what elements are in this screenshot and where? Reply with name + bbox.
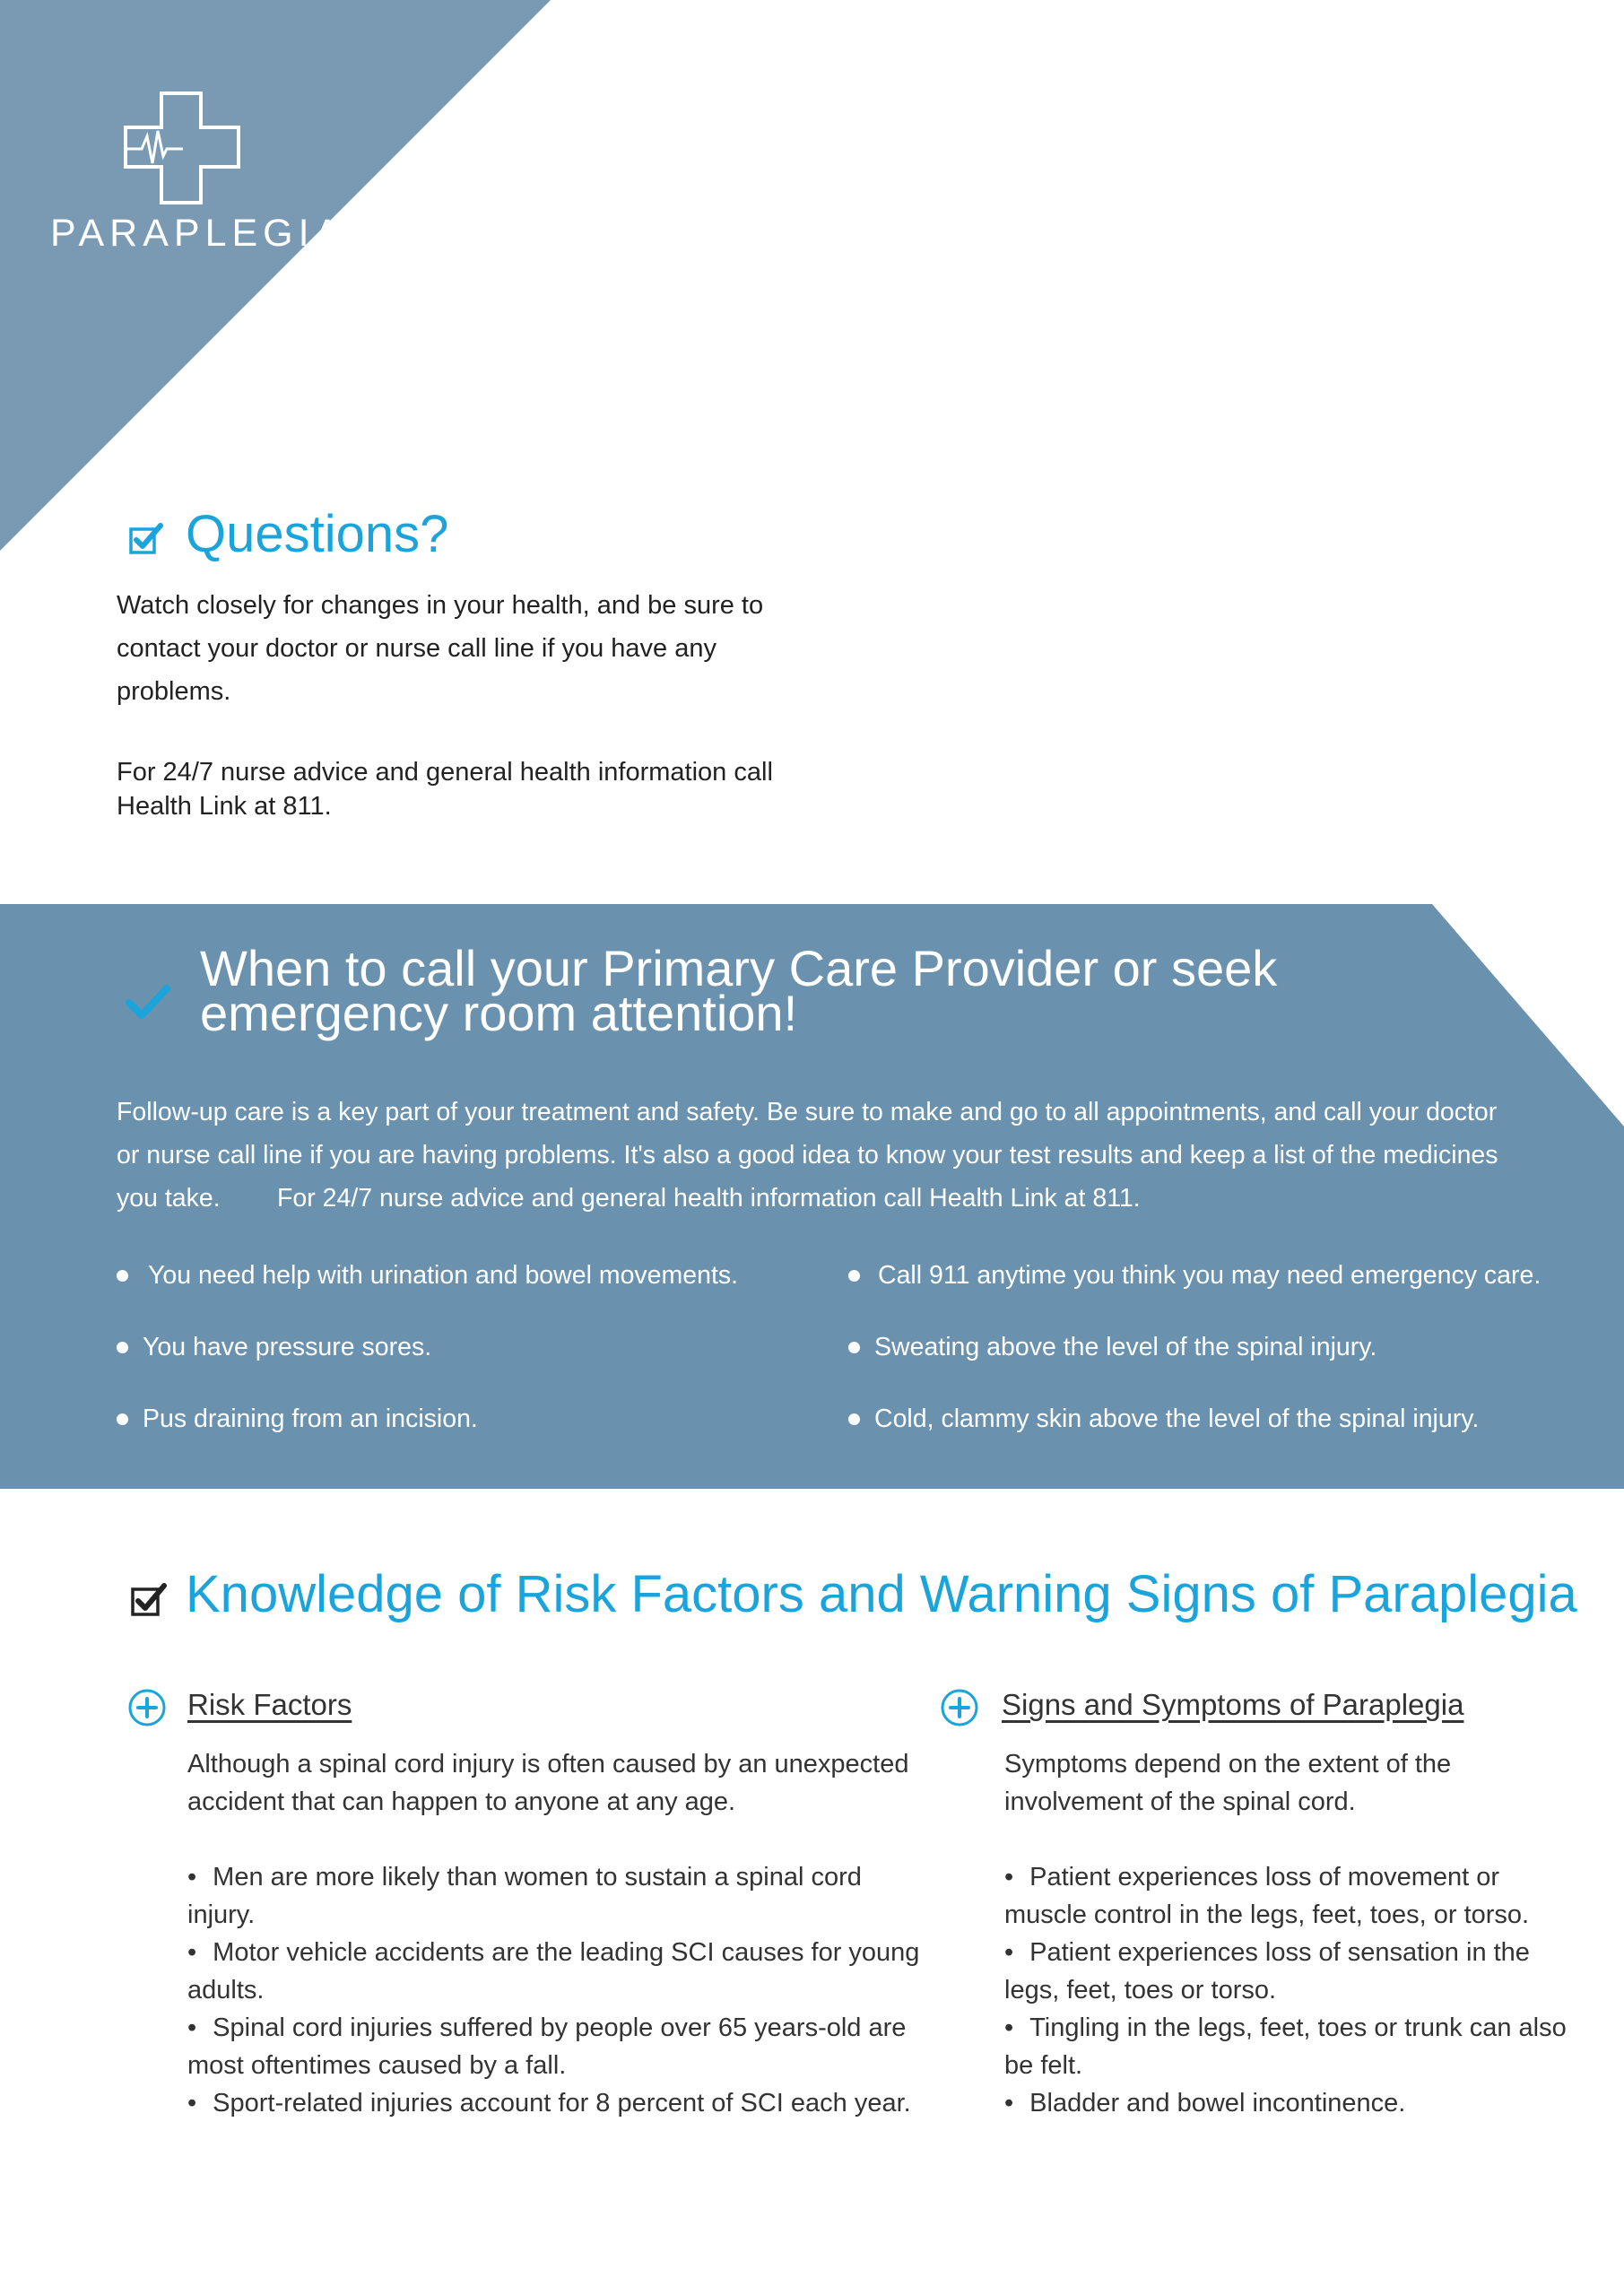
risk-factors-body bbox=[187, 1745, 923, 2122]
bullet-text: Call 911 anytime you think you may need emergency care. bbox=[878, 1261, 1541, 1290]
bullet-text: You have pressure sores. bbox=[143, 1333, 432, 1361]
bullet-text: Sweating above the level of the spinal injury. bbox=[874, 1333, 1377, 1361]
questions-title: Questions? bbox=[186, 505, 449, 563]
emergency-bullet bbox=[117, 1405, 478, 1434]
checkmark-icon bbox=[126, 983, 170, 1022]
checkbox-checked-icon bbox=[131, 1582, 167, 1618]
bullet-dot bbox=[117, 1270, 128, 1282]
list-item: • Motor vehicle accidents are the leading SCI causes for young adults. bbox=[187, 1934, 923, 2009]
header-triangle bbox=[0, 0, 551, 551]
emergency-bullet bbox=[848, 1333, 1376, 1362]
plus-circle-icon[interactable] bbox=[940, 1688, 979, 1727]
questions-paragraph: Watch closely for changes in your health, and be sure to contact your doctor or nurse call line if you have any problems. bbox=[117, 591, 764, 706]
bullet-dot bbox=[117, 1413, 128, 1425]
bullet-text: Cold, clammy skin above the level of the spinal injury. bbox=[874, 1405, 1480, 1433]
checkbox-checked-icon bbox=[129, 522, 163, 556]
risk-factors-list bbox=[187, 1858, 923, 2122]
emergency-bullet bbox=[848, 1261, 1541, 1291]
list-item: • Patient experiences loss of sensation in the legs, feet, toes or torso. bbox=[1004, 1934, 1569, 2009]
medical-cross-heartbeat-icon bbox=[122, 91, 242, 204]
bullet-dot bbox=[848, 1413, 860, 1425]
list-item: • Men are more likely than women to sustain a spinal cord injury. bbox=[187, 1858, 923, 1934]
signs-symptoms-intro: Symptoms depend on the extent of the involvement of the spinal cord. bbox=[1004, 1750, 1452, 1816]
bullet-text: Pus draining from an incision. bbox=[143, 1405, 478, 1433]
emergency-bullet bbox=[117, 1261, 738, 1291]
list-item: • Spinal cord injuries suffered by people over 65 years-old are most oftentimes caused by a fall. bbox=[187, 2009, 923, 2084]
logo-text: PARAPLEGIA bbox=[50, 212, 346, 255]
risk-factors-intro: Although a spinal cord injury is often caused by an unexpected accident that can happen to anyone at any age. bbox=[187, 1750, 909, 1816]
plus-circle-icon[interactable] bbox=[127, 1688, 167, 1727]
bullet-text: You need help with urination and bowel movements. bbox=[148, 1261, 739, 1290]
list-item: • Bladder and bowel incontinence. bbox=[1004, 2084, 1569, 2122]
risk-factors-title: Risk Factors bbox=[187, 1688, 352, 1721]
signs-symptoms-body bbox=[1004, 1745, 1569, 2122]
knowledge-title: Knowledge of Risk Factors and Warning Signs of Paraplegia bbox=[186, 1565, 1577, 1623]
list-item: • Patient experiences loss of movement or muscle control in the legs, feet, toes, or torso. bbox=[1004, 1858, 1569, 1934]
signs-symptoms-title: Signs and Symptoms of Paraplegia bbox=[1002, 1688, 1464, 1721]
emergency-bullet bbox=[848, 1405, 1479, 1434]
emergency-title: When to call your Primary Care Provider or seek emergency room attention! bbox=[200, 940, 1278, 1041]
signs-symptoms-list bbox=[1004, 1858, 1569, 2122]
list-item: • Sport-related injuries account for 8 percent of SCI each year. bbox=[187, 2084, 923, 2122]
emergency-bullet bbox=[117, 1333, 431, 1362]
emergency-paragraph: Follow-up care is a key part of your treatment and safety. Be sure to make and go to all appointments, and call your doctor or nurse call line if you are having problems. It's also a good idea to know your test results and keep a list of the medicines you take. For 24/7 nurse advice and general health information call Health Link at 811. bbox=[117, 1098, 1506, 1213]
bullet-dot bbox=[848, 1270, 860, 1282]
bullet-dot bbox=[848, 1342, 860, 1353]
questions-healthlink: For 24/7 nurse advice and general health information call Health Link at 811. bbox=[117, 758, 773, 821]
list-item: • Tingling in the legs, feet, toes or trunk can also be felt. bbox=[1004, 2009, 1569, 2084]
bullet-dot bbox=[117, 1342, 128, 1353]
